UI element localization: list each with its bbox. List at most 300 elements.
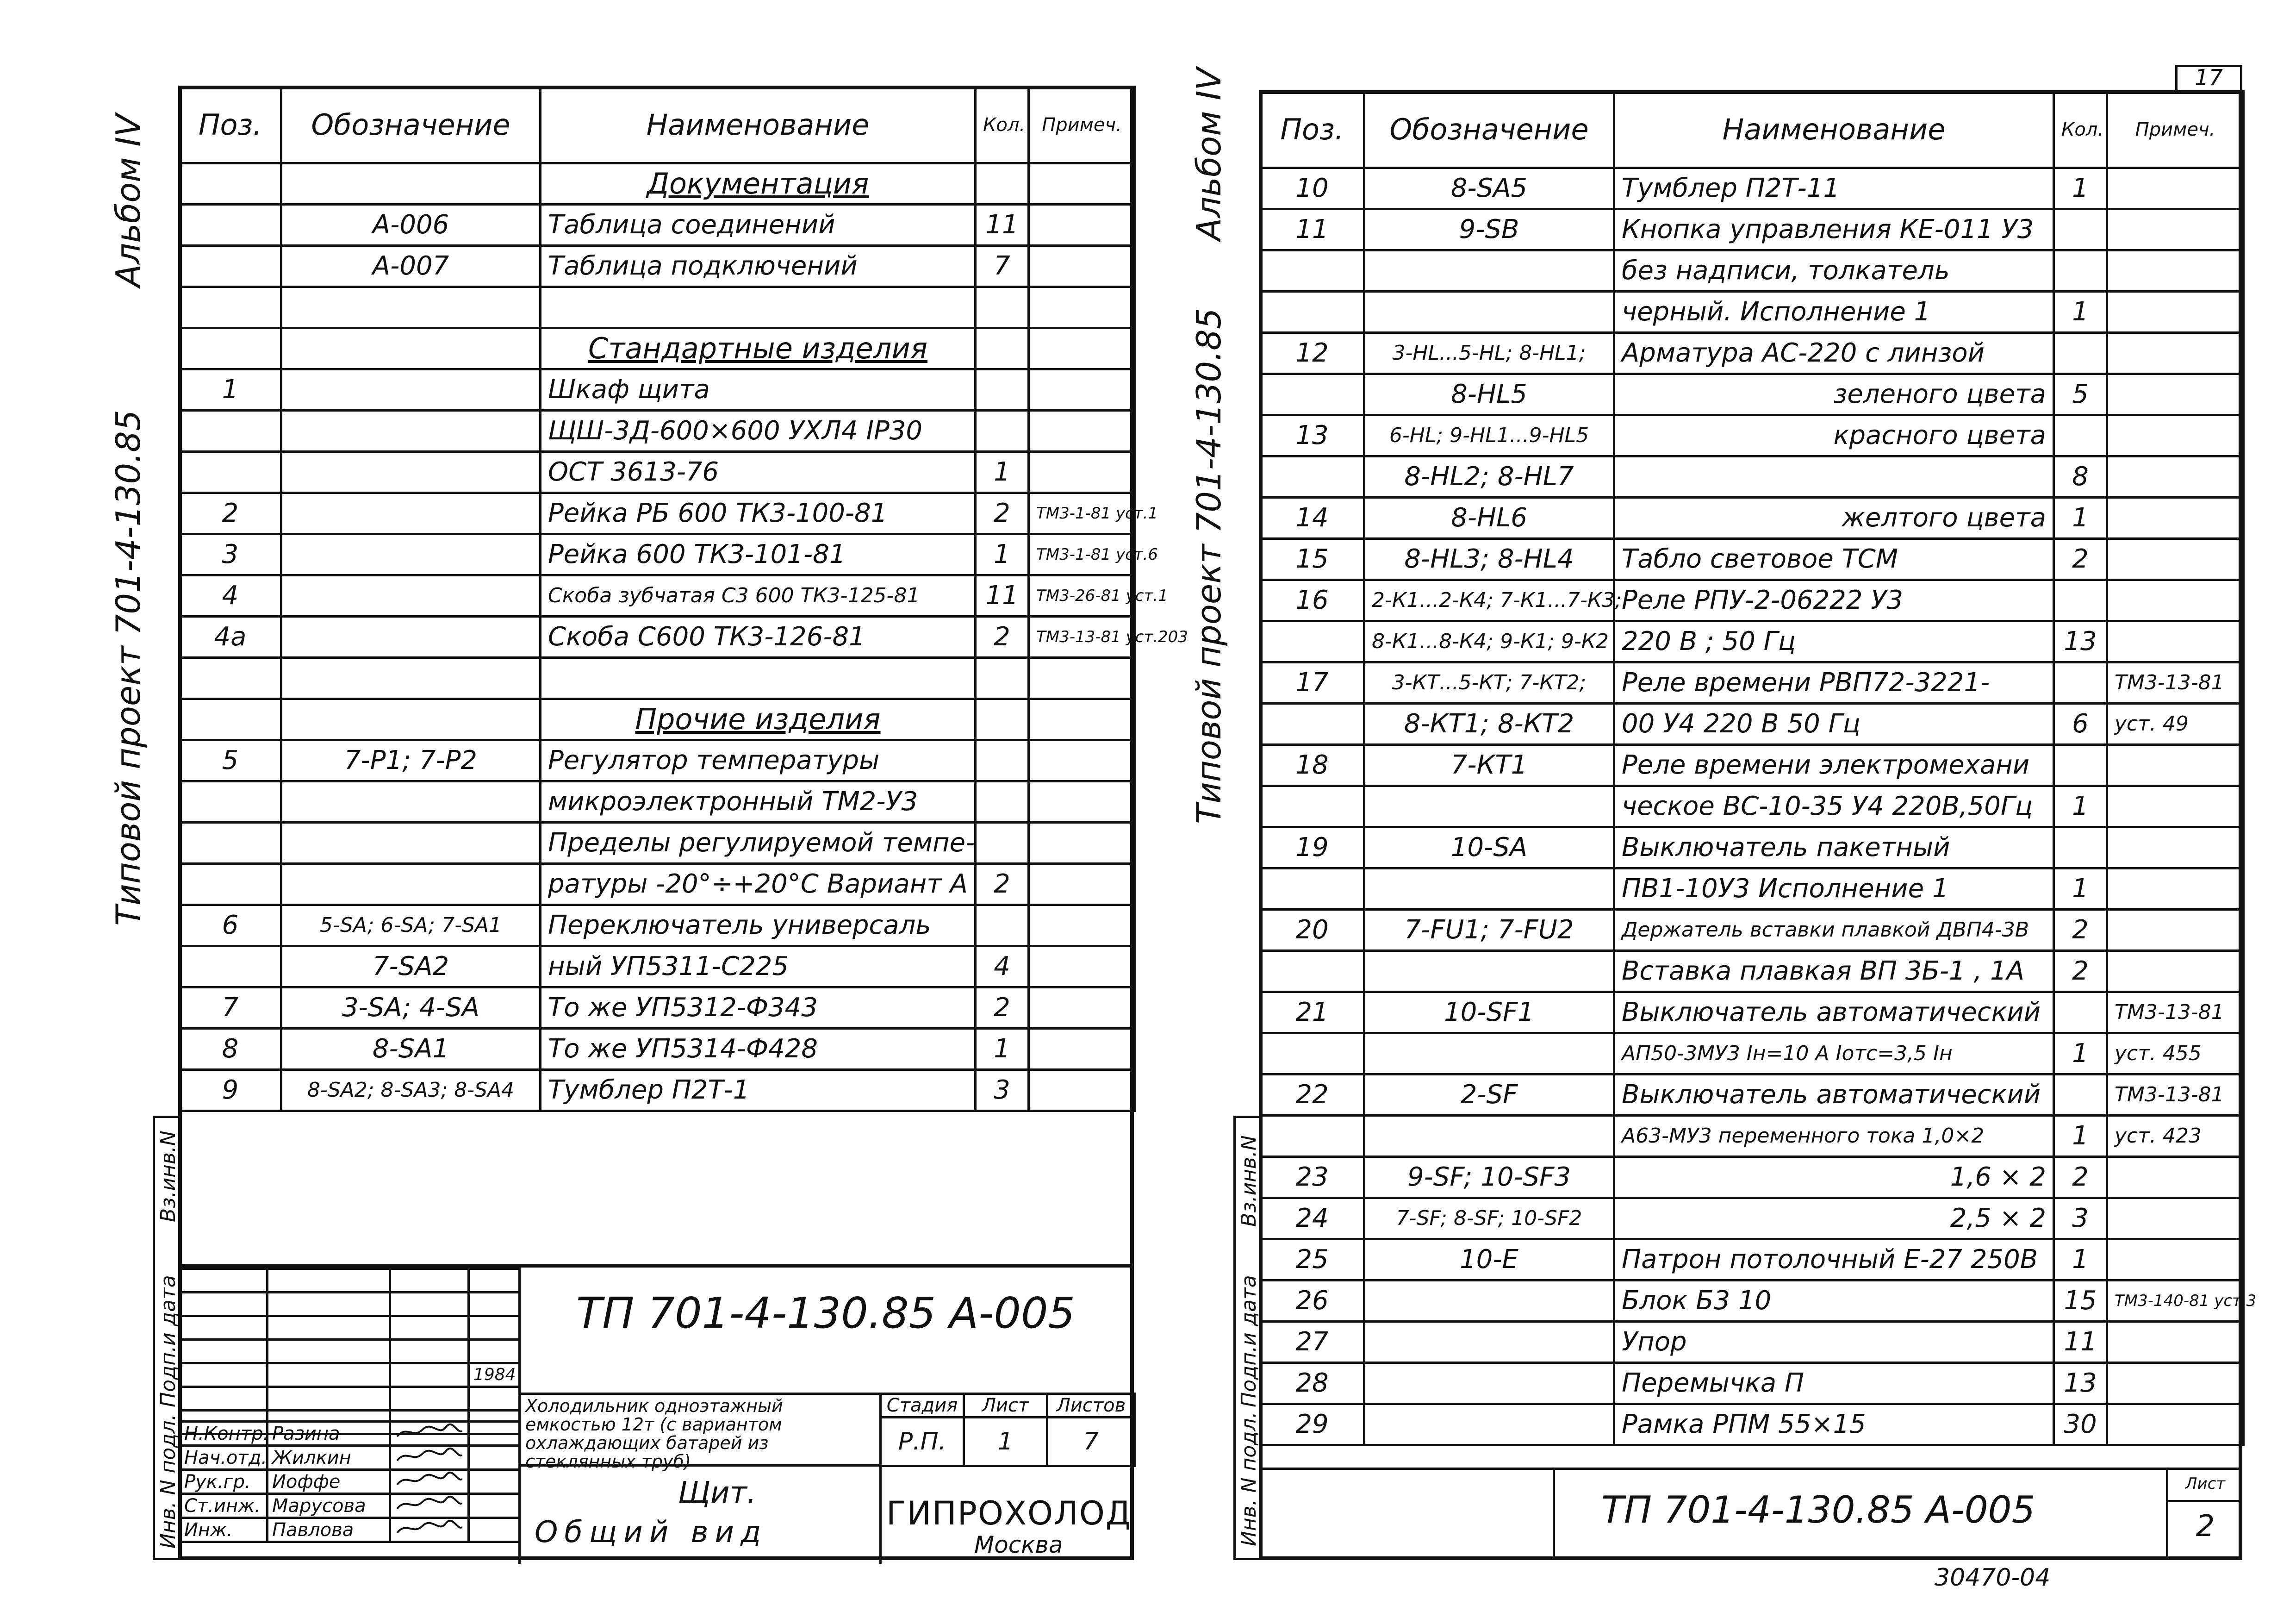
spec-qty: 1 <box>2054 1116 2107 1157</box>
spec-row <box>1260 333 2244 374</box>
spec-note <box>1029 905 1135 946</box>
spec-note <box>1029 287 1135 328</box>
spec-row <box>180 946 1135 987</box>
spec-note <box>2107 333 2244 374</box>
spec-name: Стандартные изделия <box>541 328 976 369</box>
spec-row <box>180 205 1135 246</box>
spec-designation: 10-Е <box>1364 1239 1614 1280</box>
spec-designation <box>1364 1363 1614 1404</box>
spec-row <box>180 1029 1135 1070</box>
spec-pos: 18 <box>1260 745 1364 786</box>
spec-qty <box>2054 333 2107 374</box>
spec-qty <box>976 823 1029 864</box>
spec-qty: 1 <box>2054 498 2107 539</box>
spec-pos <box>180 411 281 452</box>
spec-note <box>2107 786 2244 827</box>
spec-name: 2,5 × 2 <box>1614 1198 2054 1239</box>
col-note-header: Примеч. <box>1029 87 1135 163</box>
spec-name: Скоба С600 ТК3-126-81 <box>541 617 976 658</box>
spec-pos: 6 <box>180 905 281 946</box>
spec-pos: 16 <box>1260 580 1364 621</box>
spec-note <box>2107 868 2244 910</box>
spec-name: ЩШ-3Д-600×600 УХЛ4 IР30 <box>541 411 976 452</box>
spec-note <box>1029 740 1135 781</box>
spec-note <box>1029 328 1135 369</box>
spec-note <box>2107 168 2244 209</box>
spec-note <box>2107 1404 2244 1445</box>
spec-note <box>2107 498 2244 539</box>
spec-pos <box>180 864 281 905</box>
spec-note: ТМ3-1-81 уст.6 <box>1029 534 1135 575</box>
archive-number: 30470-04 <box>1935 1564 2051 1592</box>
signature-grid <box>178 1420 521 1543</box>
drawing-title-line2: Общий вид <box>535 1515 768 1549</box>
spec-name: Реле времени РВП72-3221- <box>1614 662 2054 704</box>
drawing-title-line1: Щит. <box>678 1476 757 1510</box>
right-footer-sheet-box <box>2166 1468 2242 1560</box>
spec-name: без надписи, толкатель <box>1614 250 2054 292</box>
spec-qty: 15 <box>2054 1280 2107 1322</box>
spec-designation: 7-FU1; 7-FU2 <box>1364 910 1614 951</box>
spec-designation <box>281 781 541 823</box>
spec-name: Патрон потолочный Е-27 250В <box>1614 1239 2054 1280</box>
spec-row <box>180 163 1135 205</box>
spec-note <box>1029 987 1135 1029</box>
spec-pos: 25 <box>1260 1239 1364 1280</box>
spec-designation: 8-SA5 <box>1364 168 1614 209</box>
spec-name <box>541 658 976 699</box>
title-vert-divider <box>518 1268 521 1564</box>
spec-row <box>1260 1116 2244 1157</box>
signature-mark <box>390 1470 469 1494</box>
spec-row <box>1260 868 2244 910</box>
spec-designation: 7-Р1; 7-Р2 <box>281 740 541 781</box>
spec-pos <box>1260 868 1364 910</box>
spec-note: ТМ3-26-81 уст.1 <box>1029 575 1135 617</box>
spec-name <box>1614 456 2054 498</box>
spec-pos <box>1260 456 1364 498</box>
spec-designation: 10-SA <box>1364 827 1614 868</box>
spec-pos: 4а <box>180 617 281 658</box>
spec-designation <box>1364 1033 1614 1074</box>
spec-designation: 5-SA; 6-SA; 7-SA1 <box>281 905 541 946</box>
spec-note <box>1029 658 1135 699</box>
spec-row <box>1260 209 2244 250</box>
spec-pos <box>180 823 281 864</box>
right-footer-box <box>1553 1468 1555 1560</box>
spec-designation: 9-SF; 10-SF3 <box>1364 1157 1614 1198</box>
spec-qty: 11 <box>2054 1322 2107 1363</box>
spec-note <box>1029 946 1135 987</box>
spec-row <box>1260 1074 2244 1116</box>
spec-qty: 30 <box>2054 1404 2107 1445</box>
signature-name: Разина <box>268 1422 390 1446</box>
signature-name: Марусова <box>268 1494 390 1518</box>
spec-pos <box>180 699 281 740</box>
sheet-value: 1 <box>964 1418 1047 1466</box>
spec-pos: 10 <box>1260 168 1364 209</box>
spec-designation <box>281 163 541 205</box>
spec-name: Таблица соединений <box>541 205 976 246</box>
spec-qty: 6 <box>2054 704 2107 745</box>
col-name-header: Наименование <box>541 87 976 163</box>
signature-mark <box>390 1494 469 1518</box>
spec-pos: 27 <box>1260 1322 1364 1363</box>
spec-pos <box>180 205 281 246</box>
spec-qty: 3 <box>2054 1198 2107 1239</box>
right-footer-divider <box>1259 1468 2242 1470</box>
spec-pos <box>180 246 281 287</box>
object-divider <box>518 1464 879 1467</box>
object-description: Холодильник одноэтажный емкостью 12т (с вариантом охлаждающих батарей из стеклянных труб) <box>525 1396 783 1472</box>
spec-pos <box>180 328 281 369</box>
spec-row <box>1260 992 2244 1033</box>
spec-name: 1,6 × 2 <box>1614 1157 2054 1198</box>
spec-pos <box>1260 621 1364 662</box>
spec-row <box>1260 374 2244 415</box>
left-strip-sign-date: Подп.и дата <box>156 1275 180 1407</box>
spec-pos: 24 <box>1260 1198 1364 1239</box>
spec-row <box>1260 1198 2244 1239</box>
spec-row <box>1260 951 2244 992</box>
spec-note <box>1029 452 1135 493</box>
spec-qty <box>2054 745 2107 786</box>
spec-qty <box>2054 662 2107 704</box>
spec-note <box>1029 369 1135 411</box>
spec-name: Переключатель универсаль <box>541 905 976 946</box>
spec-row <box>1260 745 2244 786</box>
spec-row <box>1260 1033 2244 1074</box>
spec-name: 220 В ; 50 Гц <box>1614 621 2054 662</box>
spec-pos: 28 <box>1260 1363 1364 1404</box>
stage-sheet-table <box>879 1393 1136 1467</box>
spec-designation <box>1364 1404 1614 1445</box>
spec-name <box>541 287 976 328</box>
spec-name: Реле времени электромехани <box>1614 745 2054 786</box>
spec-qty: 1 <box>2054 786 2107 827</box>
spec-note <box>2107 1198 2244 1239</box>
spec-row <box>180 699 1135 740</box>
spec-qty <box>2054 827 2107 868</box>
spec-row <box>180 658 1135 699</box>
spec-row <box>1260 827 2244 868</box>
signature-role: Н.Контр. <box>180 1422 268 1446</box>
spec-designation: 3-КТ...5-КТ; 7-КТ2; <box>1364 662 1614 704</box>
spec-name: А63-МУ3 переменного тока 1,0×2 <box>1614 1116 2054 1157</box>
spec-row <box>1260 168 2244 209</box>
spec-note: ТМ3-13-81 <box>2107 662 2244 704</box>
spec-qty <box>2054 250 2107 292</box>
spec-qty: 13 <box>2054 1363 2107 1404</box>
spec-row <box>180 369 1135 411</box>
spec-name: Реле РПУ-2-06222 У3 <box>1614 580 2054 621</box>
spec-row <box>180 411 1135 452</box>
spec-designation <box>1364 786 1614 827</box>
spec-pos: 19 <box>1260 827 1364 868</box>
spec-note <box>2107 539 2244 580</box>
signature-role: Ст.инж. <box>180 1494 268 1518</box>
spec-pos <box>1260 704 1364 745</box>
spec-designation <box>1364 1116 1614 1157</box>
spec-name: Арматура АС-220 с линзой <box>1614 333 2054 374</box>
spec-qty: 13 <box>2054 621 2107 662</box>
spec-designation: 7-SF; 8-SF; 10-SF2 <box>1364 1198 1614 1239</box>
spec-pos: 13 <box>1260 415 1364 456</box>
spec-row <box>180 864 1135 905</box>
spec-row <box>180 493 1135 534</box>
spec-designation: 8-HL6 <box>1364 498 1614 539</box>
spec-name: АП50-3МУ3 Iн=10 А Iотс=3,5 Iн <box>1614 1033 2054 1074</box>
spec-row <box>1260 498 2244 539</box>
right-footer-doc-code: ТП 701-4-130.85 А-005 <box>1601 1488 2035 1531</box>
right-strip-sign-date: Подп.и дата <box>1237 1275 1261 1407</box>
spec-pos <box>180 287 281 328</box>
spec-qty: 2 <box>976 987 1029 1029</box>
spec-qty <box>976 411 1029 452</box>
left-spec-table <box>178 86 1188 1112</box>
spec-pos: 3 <box>180 534 281 575</box>
sheets-label: Листов <box>1047 1394 1135 1418</box>
spec-name: Выключатель автоматический <box>1614 1074 2054 1116</box>
spec-designation <box>281 287 541 328</box>
spec-designation <box>1364 951 1614 992</box>
right-spec-table <box>1259 90 2257 1446</box>
spec-note: ТМ3-13-81 <box>2107 992 2244 1033</box>
spec-row <box>180 823 1135 864</box>
spec-row <box>180 452 1135 493</box>
spec-designation: 8-HL5 <box>1364 374 1614 415</box>
spec-designation <box>281 369 541 411</box>
spec-note <box>1029 864 1135 905</box>
spec-row <box>180 781 1135 823</box>
spec-pos: 17 <box>1260 662 1364 704</box>
spec-row <box>1260 621 2244 662</box>
spec-note: ТМ3-1-81 уст.1 <box>1029 493 1135 534</box>
spec-row <box>1260 1363 2244 1404</box>
signature-row <box>180 1446 520 1470</box>
spec-qty <box>976 163 1029 205</box>
spec-qty <box>976 287 1029 328</box>
right-album-label: Альбом IV <box>1189 68 1228 241</box>
spec-row <box>180 246 1135 287</box>
spec-name: Рейка 600 ТК3-101-81 <box>541 534 976 575</box>
spec-note <box>2107 745 2244 786</box>
right-strip-inv-orig: Инв. N подл. <box>1237 1412 1261 1546</box>
spec-qty: 1 <box>976 452 1029 493</box>
sheet-label: Лист <box>964 1394 1047 1418</box>
spec-row <box>1260 662 2244 704</box>
spec-name: Упор <box>1614 1322 2054 1363</box>
spec-designation <box>281 328 541 369</box>
stage-label: Стадия <box>881 1394 964 1418</box>
spec-qty: 3 <box>976 1070 1029 1111</box>
spec-note <box>1029 1029 1135 1070</box>
spec-name: Тумблер П2Т-1 <box>541 1070 976 1111</box>
spec-note <box>2107 1363 2244 1404</box>
spec-row <box>180 617 1135 658</box>
spec-note: уст. 423 <box>2107 1116 2244 1157</box>
signature-date <box>469 1494 520 1518</box>
spec-pos: 26 <box>1260 1280 1364 1322</box>
spec-qty <box>2054 1074 2107 1116</box>
organization: ГИПРОХОЛОД <box>886 1494 1132 1532</box>
spec-pos <box>180 781 281 823</box>
signature-name: Иоффе <box>268 1470 390 1494</box>
spec-row <box>1260 704 2244 745</box>
spec-name: Прочие изделия <box>541 699 976 740</box>
spec-name: красного цвета <box>1614 415 2054 456</box>
spec-note <box>1029 781 1135 823</box>
spec-designation <box>1364 1280 1614 1322</box>
spec-pos: 14 <box>1260 498 1364 539</box>
col-designation-header: Обозначение <box>1364 92 1614 168</box>
spec-row <box>180 575 1135 617</box>
signature-mark <box>390 1446 469 1470</box>
spec-row <box>180 534 1135 575</box>
spec-pos <box>180 163 281 205</box>
spec-pos <box>1260 951 1364 992</box>
col-qty-header: Кол. <box>2054 92 2107 168</box>
spec-pos <box>1260 786 1364 827</box>
spec-designation: 7-КТ1 <box>1364 745 1614 786</box>
spec-qty: 2 <box>976 617 1029 658</box>
corner-sheet-number: 17 <box>2194 65 2223 91</box>
right-footer-sheet-label: Лист <box>2185 1474 2226 1493</box>
spec-qty: 1 <box>976 1029 1029 1070</box>
spec-designation: 9-SB <box>1364 209 1614 250</box>
spec-note <box>2107 456 2244 498</box>
spec-pos <box>1260 250 1364 292</box>
left-strip-replace-inv: Вз.инв.N <box>156 1131 180 1222</box>
year: 1984 <box>469 1363 520 1387</box>
spec-name: Перемычка П <box>1614 1363 2054 1404</box>
spec-qty: 1 <box>2054 292 2107 333</box>
spec-pos: 20 <box>1260 910 1364 951</box>
spec-pos: 7 <box>180 987 281 1029</box>
spec-designation <box>281 534 541 575</box>
col-name-header: Наименование <box>1614 92 2054 168</box>
spec-row <box>1260 1239 2244 1280</box>
spec-designation <box>281 658 541 699</box>
org-divider <box>879 1464 882 1564</box>
spec-qty: 8 <box>2054 456 2107 498</box>
spec-pos: 8 <box>180 1029 281 1070</box>
spec-name: Таблица подключений <box>541 246 976 287</box>
spec-pos <box>1260 374 1364 415</box>
spec-pos: 22 <box>1260 1074 1364 1116</box>
spec-note <box>1029 823 1135 864</box>
spec-row <box>1260 1322 2244 1363</box>
spec-name: Скоба зубчатая С3 600 ТК3-125-81 <box>541 575 976 617</box>
spec-designation <box>281 452 541 493</box>
left-strip-inv-orig: Инв. N подл. <box>156 1414 180 1549</box>
signature-row <box>180 1422 520 1446</box>
spec-note <box>2107 292 2244 333</box>
spec-designation: 2-SF <box>1364 1074 1614 1116</box>
spec-note <box>2107 951 2244 992</box>
spec-name: Регулятор температуры <box>541 740 976 781</box>
spec-qty: 1 <box>2054 868 2107 910</box>
spec-qty: 1 <box>2054 1239 2107 1280</box>
spec-pos <box>1260 1033 1364 1074</box>
spec-pos: 21 <box>1260 992 1364 1033</box>
signature-role: Инж. <box>180 1518 268 1542</box>
spec-note <box>2107 580 2244 621</box>
spec-name: 00 У4 220 В 50 Гц <box>1614 704 2054 745</box>
spec-note <box>2107 1239 2244 1280</box>
spec-row <box>180 740 1135 781</box>
spec-row <box>1260 250 2244 292</box>
spec-qty: 1 <box>2054 1033 2107 1074</box>
signature-date <box>469 1446 520 1470</box>
spec-name: Блок Б3 10 <box>1614 1280 2054 1322</box>
spec-row <box>1260 786 2244 827</box>
spec-pos: 9 <box>180 1070 281 1111</box>
spec-row <box>1260 539 2244 580</box>
spec-name: Выключатель автоматический <box>1614 992 2054 1033</box>
signature-role: Рук.гр. <box>180 1470 268 1494</box>
spec-name: То же УП5312-Ф343 <box>541 987 976 1029</box>
spec-row <box>1260 580 2244 621</box>
spec-name: Тумблер П2Т-11 <box>1614 168 2054 209</box>
spec-qty <box>976 369 1029 411</box>
spec-name: Документация <box>541 163 976 205</box>
spec-pos <box>180 452 281 493</box>
spec-pos: 1 <box>180 369 281 411</box>
spec-name: То же УП5314-Ф428 <box>541 1029 976 1070</box>
spec-designation: 10-SF1 <box>1364 992 1614 1033</box>
spec-pos <box>1260 292 1364 333</box>
spec-name: Табло световое ТСМ <box>1614 539 2054 580</box>
title-block <box>178 1264 1134 1560</box>
spec-qty: 2 <box>2054 539 2107 580</box>
right-footer-sheet-number: 2 <box>2196 1509 2215 1543</box>
right-strip-replace-inv: Вз.инв.N <box>1237 1135 1261 1227</box>
spec-pos: 15 <box>1260 539 1364 580</box>
spec-qty: 2 <box>2054 951 2107 992</box>
spec-qty <box>976 740 1029 781</box>
spec-designation <box>1364 1322 1614 1363</box>
spec-note <box>2107 1157 2244 1198</box>
spec-note <box>2107 374 2244 415</box>
spec-designation: 8-SA1 <box>281 1029 541 1070</box>
spec-row <box>180 987 1135 1029</box>
spec-designation: 6-HL; 9-HL1...9-HL5 <box>1364 415 1614 456</box>
right-project-label: Типовой проект 701-4-130.85 <box>1189 308 1228 824</box>
spec-name: черный. Исполнение 1 <box>1614 292 2054 333</box>
spec-designation <box>1364 868 1614 910</box>
spec-name: Шкаф щита <box>541 369 976 411</box>
spec-qty <box>976 658 1029 699</box>
spec-note <box>1029 163 1135 205</box>
spec-qty: 2 <box>976 864 1029 905</box>
spec-qty <box>976 781 1029 823</box>
spec-note <box>2107 250 2244 292</box>
spec-qty <box>976 699 1029 740</box>
spec-name: Рейка РБ 600 ТК3-100-81 <box>541 493 976 534</box>
spec-name: Кнопка управления КЕ-011 У3 <box>1614 209 2054 250</box>
spec-pos: 2 <box>180 493 281 534</box>
spec-name: Вставка плавкая ВП 3Б-1 , 1А <box>1614 951 2054 992</box>
spec-qty <box>976 905 1029 946</box>
spec-row <box>1260 415 2244 456</box>
spec-row <box>180 287 1135 328</box>
col-pos-header: Поз. <box>180 87 281 163</box>
spec-pos <box>180 658 281 699</box>
spec-pos: 11 <box>1260 209 1364 250</box>
organization-city: Москва <box>974 1531 1063 1558</box>
left-album-label: Альбом IV <box>109 114 148 287</box>
